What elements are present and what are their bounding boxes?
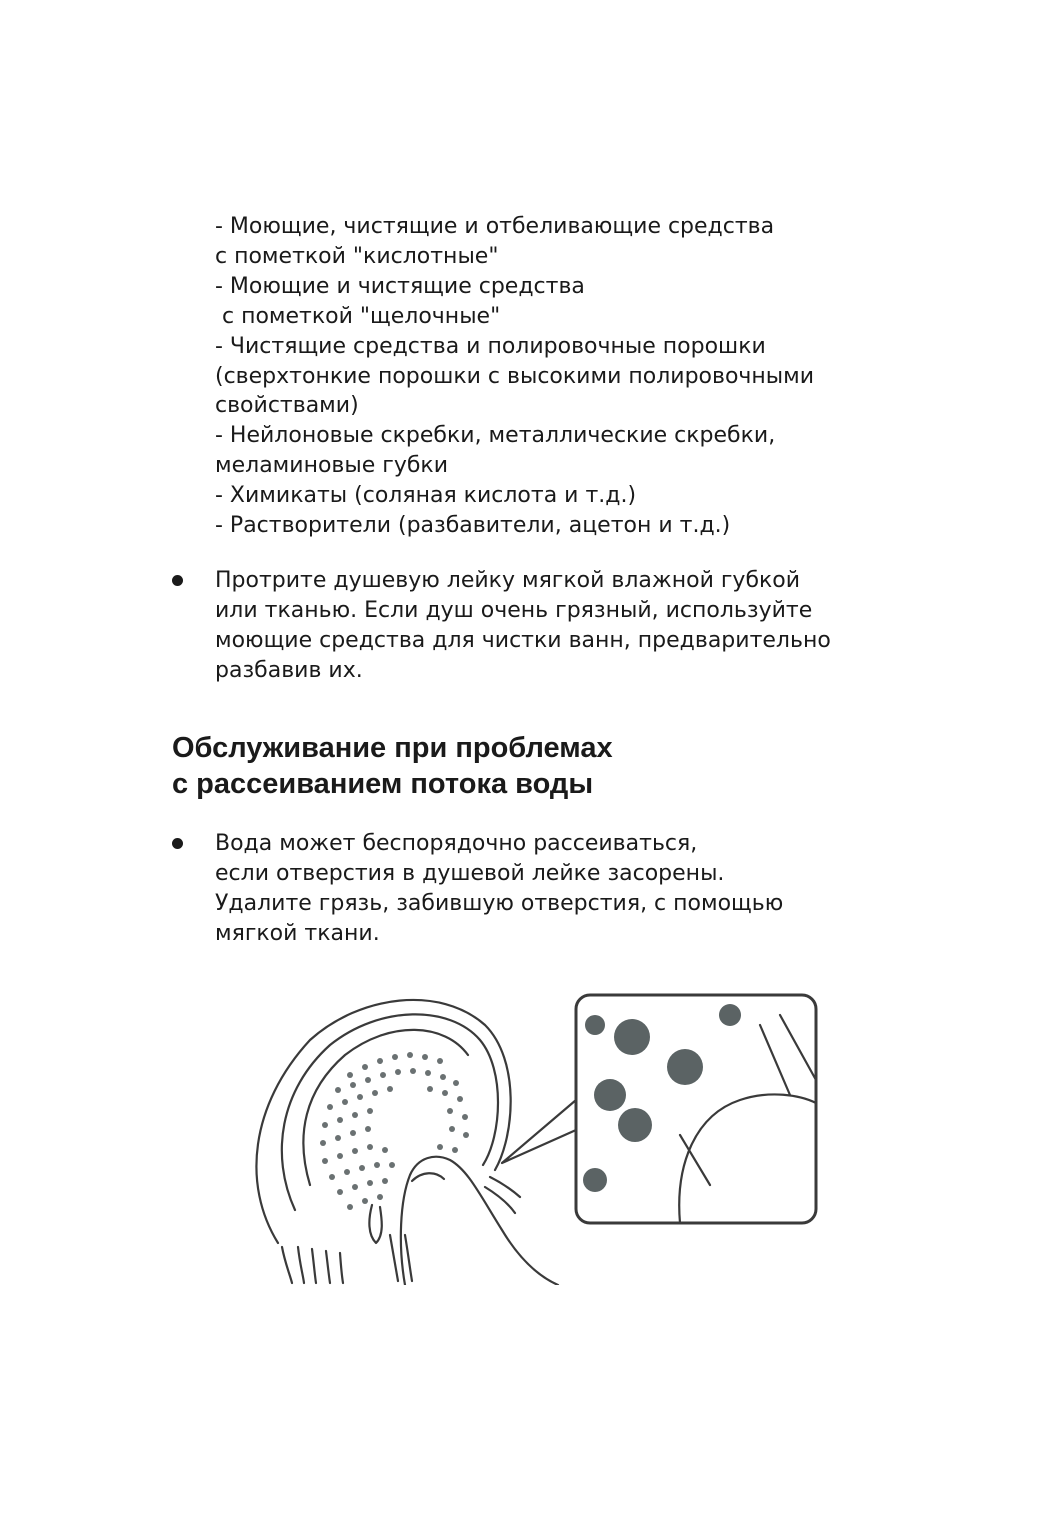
list-line: - Моющие и чистящие средства: [215, 273, 585, 299]
water-stream: [340, 1253, 343, 1283]
bullet-icon: [172, 838, 183, 849]
wipe-instruction-bullet: [172, 566, 932, 686]
bullet-line: моющие средства для чистки ванн, предварительно: [215, 627, 831, 653]
bullet-line: если отверстия в душевой лейке засорены.: [215, 860, 725, 886]
finger: [401, 1157, 558, 1285]
fingernail: [412, 1173, 444, 1181]
zoom-cloth-line: [780, 1015, 816, 1080]
zoom-finger: [679, 1094, 816, 1223]
bullet-line: Протрите душевую лейку мягкой влажной губкой: [215, 568, 801, 593]
list-line: - Химикаты (соляная кислота и т.д.): [215, 483, 637, 509]
list-line: (сверхтонкие порошки с высокими полировочными: [215, 363, 815, 389]
prohibited-cleaners-list: [215, 212, 915, 541]
bullet-line: или тканью. Если душ очень грязный, используйте: [215, 597, 813, 623]
list-line: меламиновые губки: [215, 453, 449, 479]
list-line: - Чистящие средства и полировочные порошки: [215, 333, 766, 359]
water-stream: [405, 1235, 412, 1281]
heading-line: Обслуживание при проблемах: [172, 732, 613, 764]
bullet-line: Удалите грязь, забившую отверстия, с помощью: [215, 890, 784, 916]
shower-cleaning-illustration: [240, 985, 830, 1285]
list-line: свойствами): [215, 393, 359, 419]
bullet-line: Вода может беспорядочно рассеиваться,: [215, 831, 698, 856]
bullet-icon: [172, 575, 183, 586]
shower-head-inner-rim: [282, 1014, 498, 1210]
zoom-cloth-line: [760, 1025, 790, 1095]
bullet-line: разбавив их.: [215, 657, 363, 683]
callout-pointer: [502, 1100, 576, 1163]
dirt-drip: [369, 1205, 381, 1243]
section-heading: [172, 730, 613, 802]
bullet-line: мягкой ткани.: [215, 920, 380, 946]
list-line: - Нейлоновые скребки, металлические скребки,: [215, 423, 776, 449]
list-line: - Моющие, чистящие и отбеливающие средства: [215, 214, 775, 239]
nozzle-grid: [320, 1052, 469, 1210]
water-stream: [312, 1249, 316, 1283]
list-line: с пометкой "щелочные": [215, 303, 501, 329]
list-line: с пометкой "кислотные": [215, 243, 499, 269]
water-stream: [326, 1251, 330, 1283]
water-stream: [282, 1247, 292, 1283]
water-stream: [298, 1247, 304, 1283]
water-stream: [390, 1235, 398, 1281]
clogged-holes-bullet: [172, 829, 932, 949]
zoomed-nozzles: [583, 1004, 741, 1192]
list-line: - Растворители (разбавители, ацетон и т.д.): [215, 513, 731, 539]
heading-line: с рассеиванием потока воды: [172, 768, 594, 800]
